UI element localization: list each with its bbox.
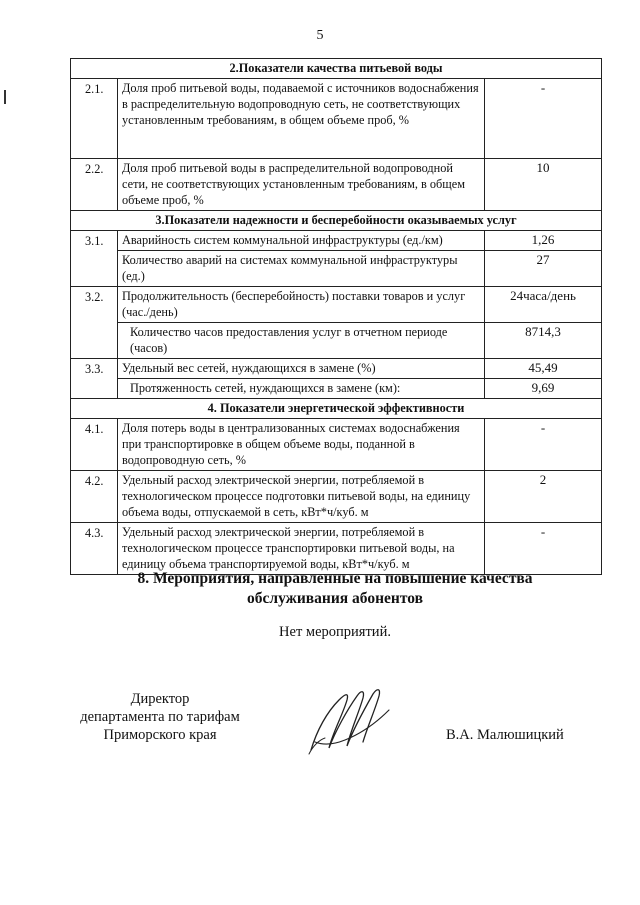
row-value: 2 [485,471,602,523]
row-value: 9,69 [485,379,602,399]
table-row [71,523,602,575]
row-number: 3.1. [71,231,118,287]
table-row [71,159,602,211]
row-description: Продолжительность (бесперебойность) поставки товаров и услуг (час./день) [118,287,485,323]
row-description: Количество часов предоставления услуг в отчетном периоде (часов) [118,323,485,359]
section-title: 3.Показатели надежности и бесперебойности оказываемых услуг [71,211,602,231]
margin-mark [4,90,6,104]
section-header-row [71,211,602,231]
section-title: 4. Показатели энергетической эффективности [71,399,602,419]
table-row [71,471,602,523]
row-number: 3.3. [71,359,118,399]
row-number: 4.3. [71,523,118,575]
row-value: - [485,523,602,575]
table-row [71,419,602,471]
row-description: Удельный вес сетей, нуждающихся в замене (%) [118,359,485,379]
row-value: 27 [485,251,602,287]
section-header-row [71,59,602,79]
row-description: Протяженность сетей, нуждающихся в замене (км): [118,379,485,399]
page-number: 5 [316,28,324,43]
section-8-heading-line: обслуживания абонентов [247,590,423,607]
row-description: Удельный расход электрической энергии, потребляемой в технологическом процессе транспортировки питьевой воды, на единицу объема транспортируемой воды, кВт*ч/куб. м [118,523,485,575]
row-number: 4.1. [71,419,118,471]
table-row [71,287,602,323]
table-row [71,323,602,359]
row-description: Доля проб питьевой воды, подаваемой с источников водоснабжения в распределительную водопроводную сеть, не соответствующих установленным требованиям, в общем объеме проб, % [118,79,485,159]
section-header-row [71,399,602,419]
signatory-title-line: департамента по тарифам [80,709,240,725]
table-row [71,231,602,251]
table-row [71,251,602,287]
row-number: 3.2. [71,287,118,359]
row-description: Аварийность систем коммунальной инфраструктуры (ед./км) [118,231,485,251]
table-row [71,359,602,379]
row-value: 1,26 [485,231,602,251]
section-title: 2.Показатели качества питьевой воды [71,59,602,79]
row-value: - [485,419,602,471]
row-number: 4.2. [71,471,118,523]
row-value: 45,49 [485,359,602,379]
row-number: 2.1. [71,79,118,159]
section-8-heading [0,569,640,609]
row-number: 2.2. [71,159,118,211]
signatory-title-line: Приморского края [103,727,217,743]
row-description: Доля потерь воды в централизованных системах водоснабжения при транспортировке в общем объеме воды, поданной в водопроводную сеть, % [118,419,485,471]
signatory-title [60,690,260,744]
row-value: - [485,79,602,159]
table-row [71,79,602,159]
no-measures-text: Нет мероприятий. [279,624,391,640]
row-value: 10 [485,159,602,211]
row-value: 8714,3 [485,323,602,359]
table-row [71,379,602,399]
handwritten-signature [305,680,395,760]
section-8-heading-line: 8. Мероприятия, направленные на повышение качества [137,570,533,587]
signatory-name: В.А. Малюшицкий [446,727,564,743]
row-value: 24часа/день [485,287,602,323]
signatory-title-line: Директор [130,691,190,707]
row-description: Доля проб питьевой воды в распределительной водопроводной сети, не соответствующих установленным требованиям, в общем объеме проб, % [118,159,485,211]
indicators-table [70,58,602,575]
row-description: Удельный расход электрической энергии, потребляемой в технологическом процессе подготовки питьевой воды, на единицу объема воды, отпускаемой в сеть, кВт*ч/куб. м [118,471,485,523]
row-description: Количество аварий на системах коммунальной инфраструктуры (ед.) [118,251,485,287]
